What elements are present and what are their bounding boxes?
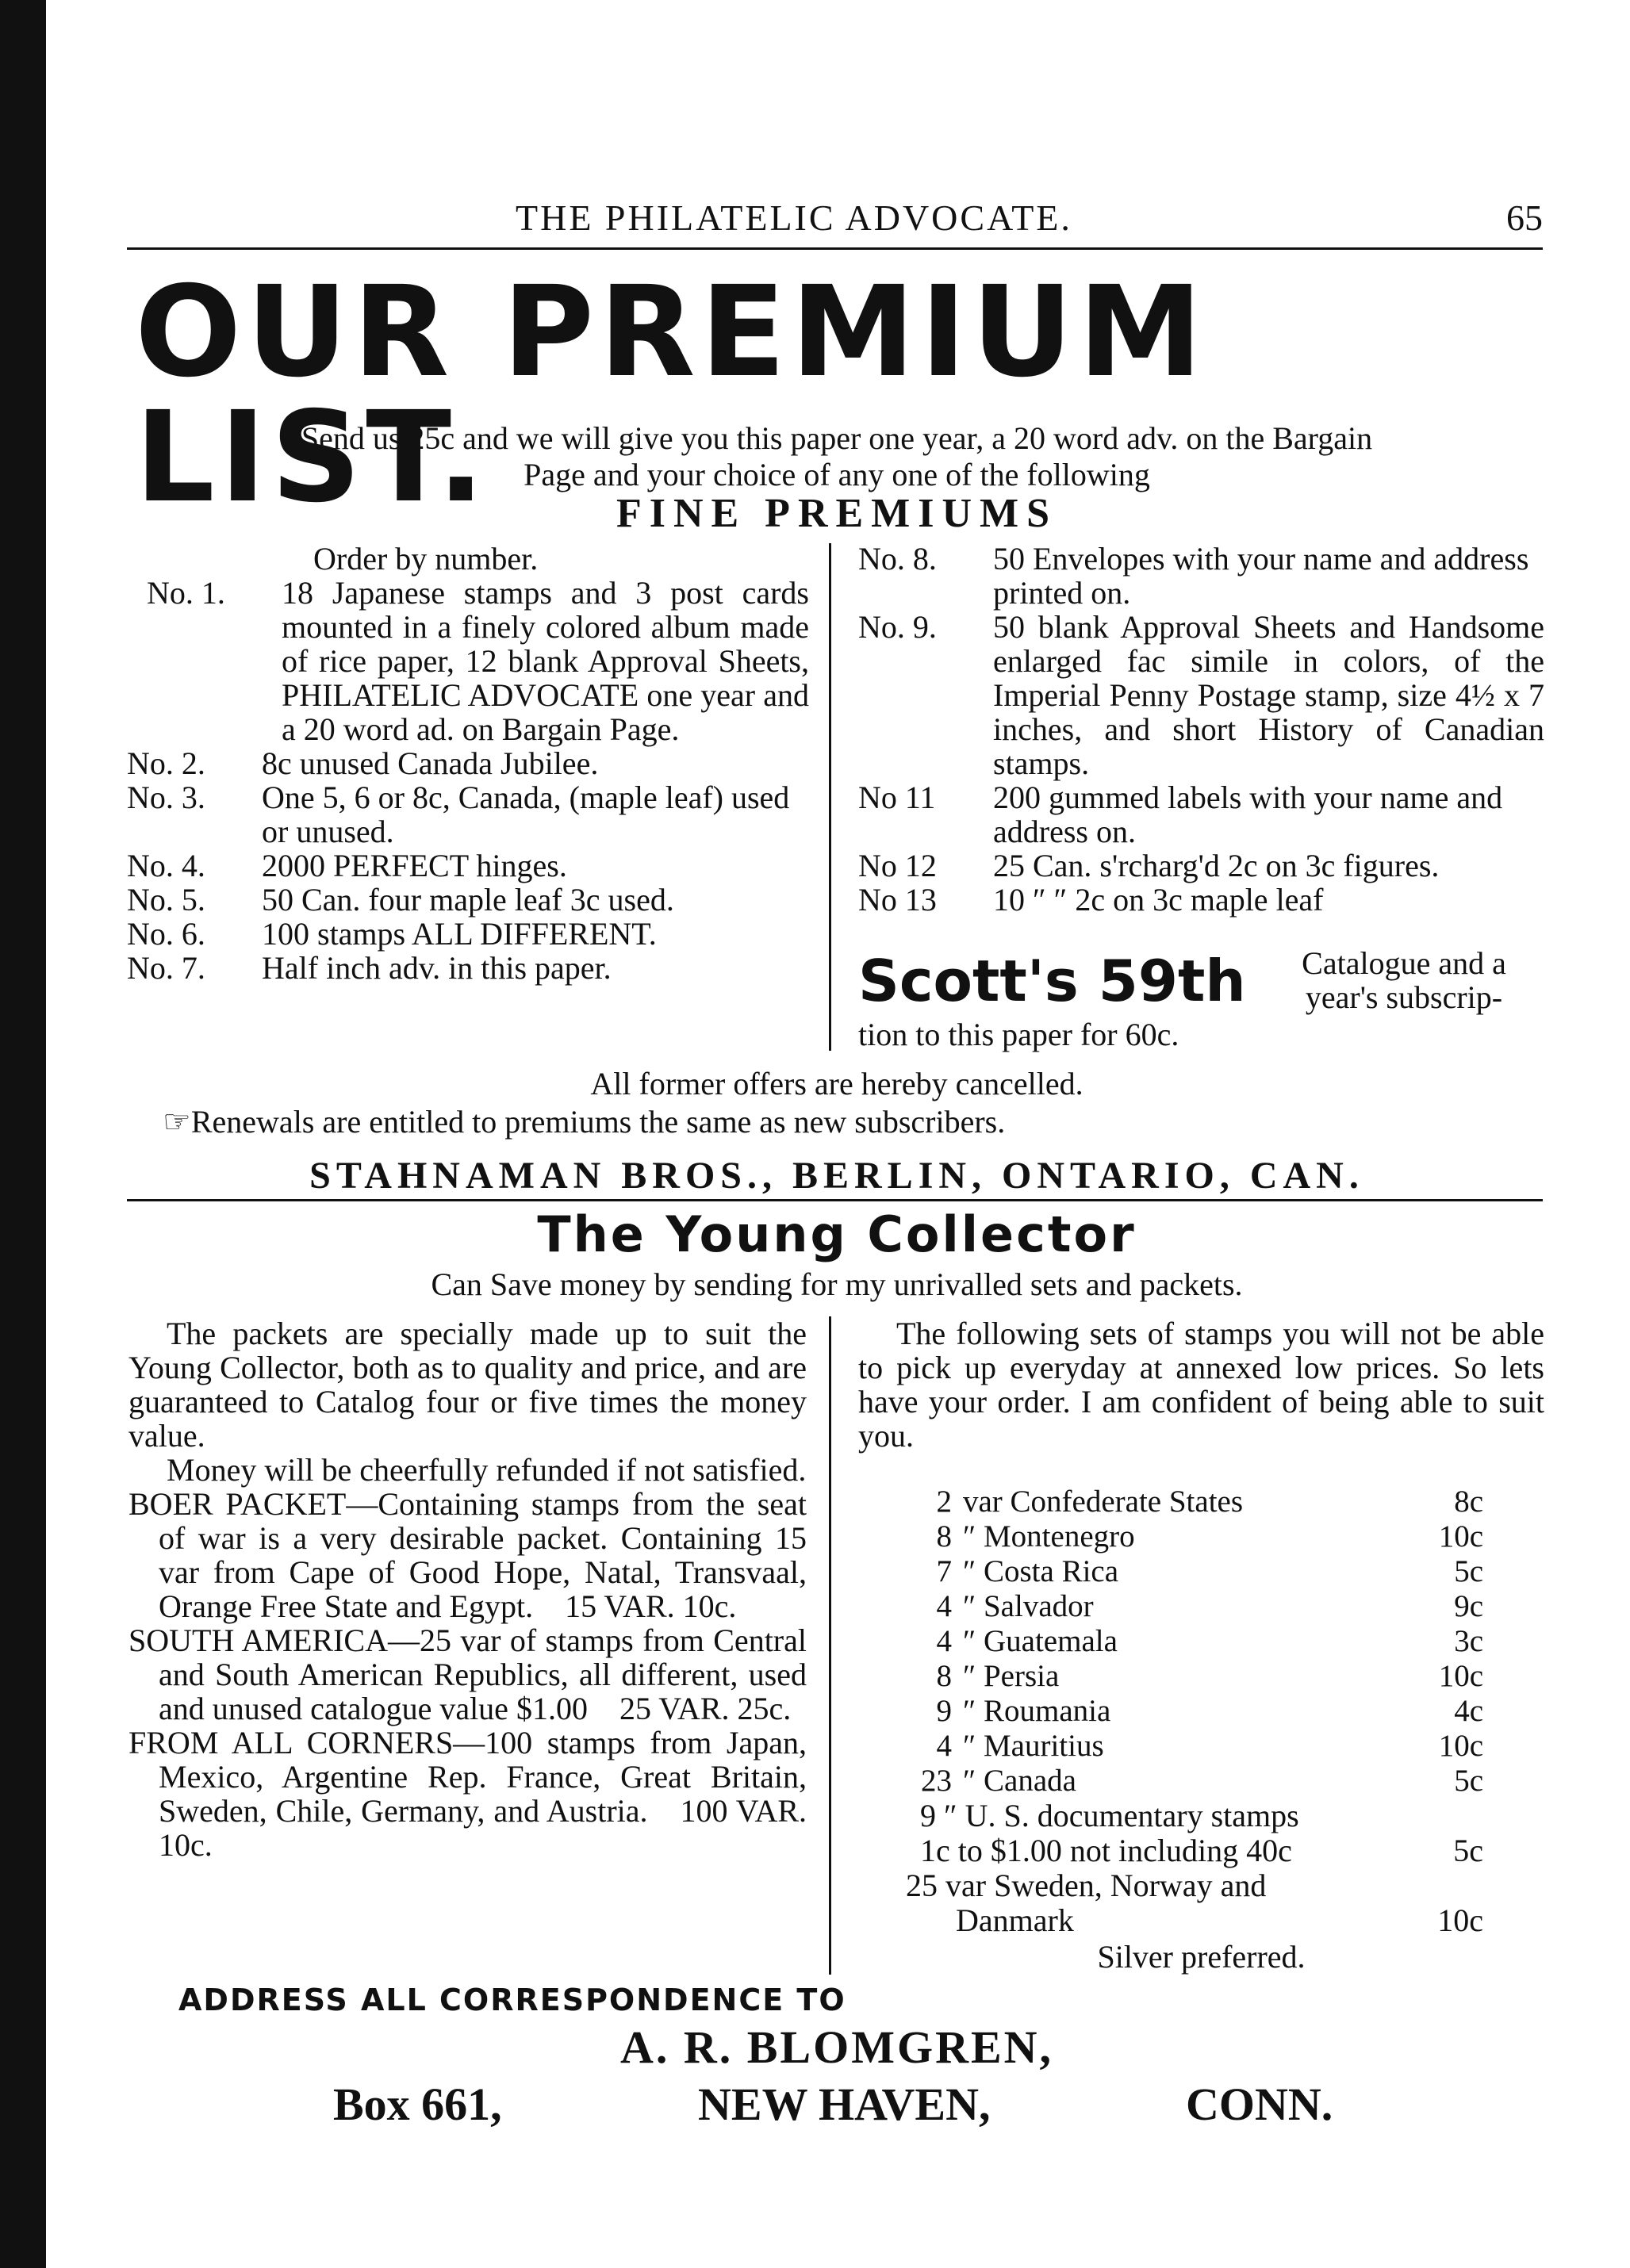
premium-item [127,780,809,849]
set-name: ″ Guatemala [963,1624,1118,1658]
set-qty: 8 [936,1519,952,1554]
premium-number: No 13 [858,882,937,918]
us-documentary-line-1: 9 ″ U. S. documentary stamps [920,1798,1299,1833]
set-qty: 4 [936,1729,952,1763]
order-note: Order by number. [313,541,539,577]
premium-text: 2000 PERFECT hinges. [262,848,567,883]
premium-text: 8c unused Canada Jubilee. [262,745,599,781]
premium-item [858,542,1544,610]
box-number: Box 661, [333,2078,502,2130]
young-collector-title: The Young Collector [537,1205,1137,1263]
premium-item [127,917,809,951]
premium-text: 18 Japanese stamps and 3 post cards mounted in a finely colored album made of rice paper, 12 blank Approval Sheets, PHILATELIC ADVOCATE one year and a 20 word ad. on Bargain Page. [282,575,809,747]
set-name: ″ Montenegro [963,1519,1135,1554]
premium-text: 10 ″ ″ 2c on 3c maple leaf [993,882,1324,918]
scott-offer-side [1265,946,1543,1014]
sweden-set-line-2: Danmark [956,1902,1074,1938]
running-header [127,197,1543,244]
premium-number: No. 3. [127,780,205,815]
set-qty: 23 [921,1764,952,1798]
fine-premiums-heading: FINE PREMIUMS [616,491,1058,536]
set-price: 3c [1454,1624,1483,1658]
us-documentary-price: 5c [1453,1833,1483,1868]
premium-number: No. 8. [858,541,937,577]
set-name: var Confederate States [963,1485,1244,1519]
set-qty: 4 [936,1589,952,1623]
set-qty: 8 [936,1659,952,1693]
premium-item [127,951,809,985]
premium-number: No. 7. [127,950,205,986]
page-edge-bar [0,0,46,2268]
set-qty: 7 [936,1554,952,1588]
set-price: 10c [1438,1729,1483,1763]
south-america-packet [128,1623,807,1726]
premium-text: 25 Can. s'rcharg'd 2c on 3c figures. [993,848,1440,883]
sets-intro [858,1316,1544,1453]
premium-left-column [127,542,809,985]
journal-title: THE PHILATELIC ADVOCATE. [516,197,1072,238]
set-price: 5c [1454,1554,1483,1588]
premium-item [127,849,809,883]
premium-text: 50 Can. four maple leaf 3c used. [262,882,674,918]
set-price: 8c [1454,1485,1483,1519]
set-qty: 2 [936,1485,952,1519]
set-price: 10c [1438,1659,1483,1693]
premium-right-column [858,542,1544,917]
premium-text: 50 Envelopes with your name and address printed on. [993,541,1529,611]
premium-text: Half inch adv. in this paper. [262,950,612,986]
scott-catalogue-offer: Scott's 59th [858,948,1246,1014]
premium-item [858,780,1544,849]
section-rule [127,1199,1543,1201]
boer-packet [128,1487,807,1623]
table-row [896,1554,1483,1589]
set-price: 10c [1438,1519,1483,1554]
premium-number: No. 2. [127,745,205,781]
table-row [896,1659,1483,1694]
set-qty: 4 [936,1624,952,1658]
set-name: ″ Roumania [963,1694,1111,1728]
table-row [896,1694,1483,1729]
refund-note: Money will be cheerfully refunded if not satisfied. [167,1452,807,1488]
premium-item [127,746,809,780]
premium-number: No. 5. [127,882,205,918]
south-america-text: SOUTH AMERICA—25 var of stamps from Central and South American Republics, all different, used and unused catalogue value $1.00 [128,1622,807,1726]
sets-intro-text: The following sets of stamps you will not be able to pick up everyday at annexed low prices. So lets have your order. I am confident of being able to suit you. [858,1316,1544,1454]
set-name: ″ Canada [963,1764,1076,1798]
scott-offer-line-2: year's subscrip- [1305,979,1503,1015]
premium-list-title: OUR PREMIUM LIST. [135,259,1208,531]
table-row [896,1589,1483,1624]
premium-text: 50 blank Approval Sheets and Handsome enlarged fac simile in colors, of the Imperial Penny Postage stamp, size 4½ x 7 inches, and short History of Canadian stamps. [993,609,1544,781]
premium-text: One 5, 6 or 8c, Canada, (maple leaf) used or unused. [262,780,790,849]
city-name: NEW HAVEN, [698,2078,991,2130]
set-price: 4c [1454,1694,1483,1728]
set-price: 5c [1454,1764,1483,1798]
premium-column-divider [829,543,831,1051]
premium-item [858,883,1544,917]
all-corners-text: FROM ALL CORNERS—100 stamps from Japan, Mexico, Argentine Rep. France, Great Britain, Sweden, Chile, Germany, and Austria. [128,1725,807,1829]
premium-number: No. 1. [147,575,225,611]
packets-intro: The packets are specially made up to suit the Young Collector, both as to quality and price, and are guaranteed to Catalog four or five times the money value. [128,1316,807,1454]
us-documentary-line-2: 1c to $1.00 not including 40c [920,1833,1292,1868]
premium-text: 200 gummed labels with your name and address on. [993,780,1503,849]
advertiser-name: A. R. BLOMGREN, [619,2021,1054,2073]
offers-cancelled-note: All former offers are hereby cancelled. [590,1066,1083,1101]
renewals-note: ☞Renewals are entitled to premiums the same as new subscribers. [163,1104,1006,1140]
sweden-set-price: 10c [1437,1902,1483,1938]
set-qty: 9 [936,1694,952,1728]
packets-column-divider [829,1316,831,1975]
premium-number: No 12 [858,848,937,883]
premium-number: No 11 [858,780,936,815]
south-america-price: 25 VAR. 25c. [619,1691,792,1726]
intro-line-2: Page and your choice of any one of the following [524,457,1150,492]
premium-number: No. 6. [127,916,205,952]
table-row [896,1485,1483,1519]
set-name: ″ Costa Rica [963,1554,1119,1588]
premium-item [127,883,809,917]
intro-line-1: Send us 25c and we will give you this paper one year, a 20 word adv. on the Bargain [301,420,1373,456]
silver-preferred-note: Silver preferred. [1097,1939,1306,1975]
premium-item [858,610,1544,780]
boer-packet-text: BOER PACKET—Containing stamps from the seat of war is a very desirable packet. Containing 15 var from Cape of Good Hope, Natal, Transvaal, Orange Free State and Egypt. [128,1486,807,1624]
set-name: ″ Salvador [963,1589,1094,1623]
scott-offer-line-1: Catalogue and a [1302,945,1506,981]
publisher-name: STAHNAMAN BROS., BERLIN, ONTARIO, CAN. [309,1155,1364,1197]
premium-number: No. 4. [127,848,205,883]
all-corners-price: 100 VAR. 10c. [159,1793,807,1863]
set-price: 9c [1454,1589,1483,1623]
table-row [896,1624,1483,1659]
premium-item [147,576,809,746]
premium-number: No. 9. [858,609,937,645]
address-label: ADDRESS ALL CORRESPONDENCE TO [178,1983,846,2017]
packets-column [128,1316,807,1862]
premium-item [858,849,1544,883]
state-name: CONN. [1186,2078,1333,2130]
sweden-set-line-1: 25 var Sweden, Norway and [906,1868,1267,1903]
young-collector-subtitle: Can Save money by sending for my unrivalled sets and packets. [431,1266,1243,1302]
table-row [896,1764,1483,1799]
scott-offer-line-3: tion to this paper for 60c. [858,1017,1179,1052]
boer-packet-price: 15 VAR. 10c. [565,1588,737,1624]
stamp-sets-table [896,1485,1483,1799]
all-corners-packet [128,1726,807,1862]
table-row [896,1729,1483,1764]
page-number: 65 [1506,197,1543,238]
premium-intro [127,420,1547,493]
set-name: ″ Persia [963,1659,1060,1693]
premium-text: 100 stamps ALL DIFFERENT. [262,916,657,952]
set-name: ″ Mauritius [963,1729,1104,1763]
table-row [896,1519,1483,1554]
header-rule [127,247,1543,250]
